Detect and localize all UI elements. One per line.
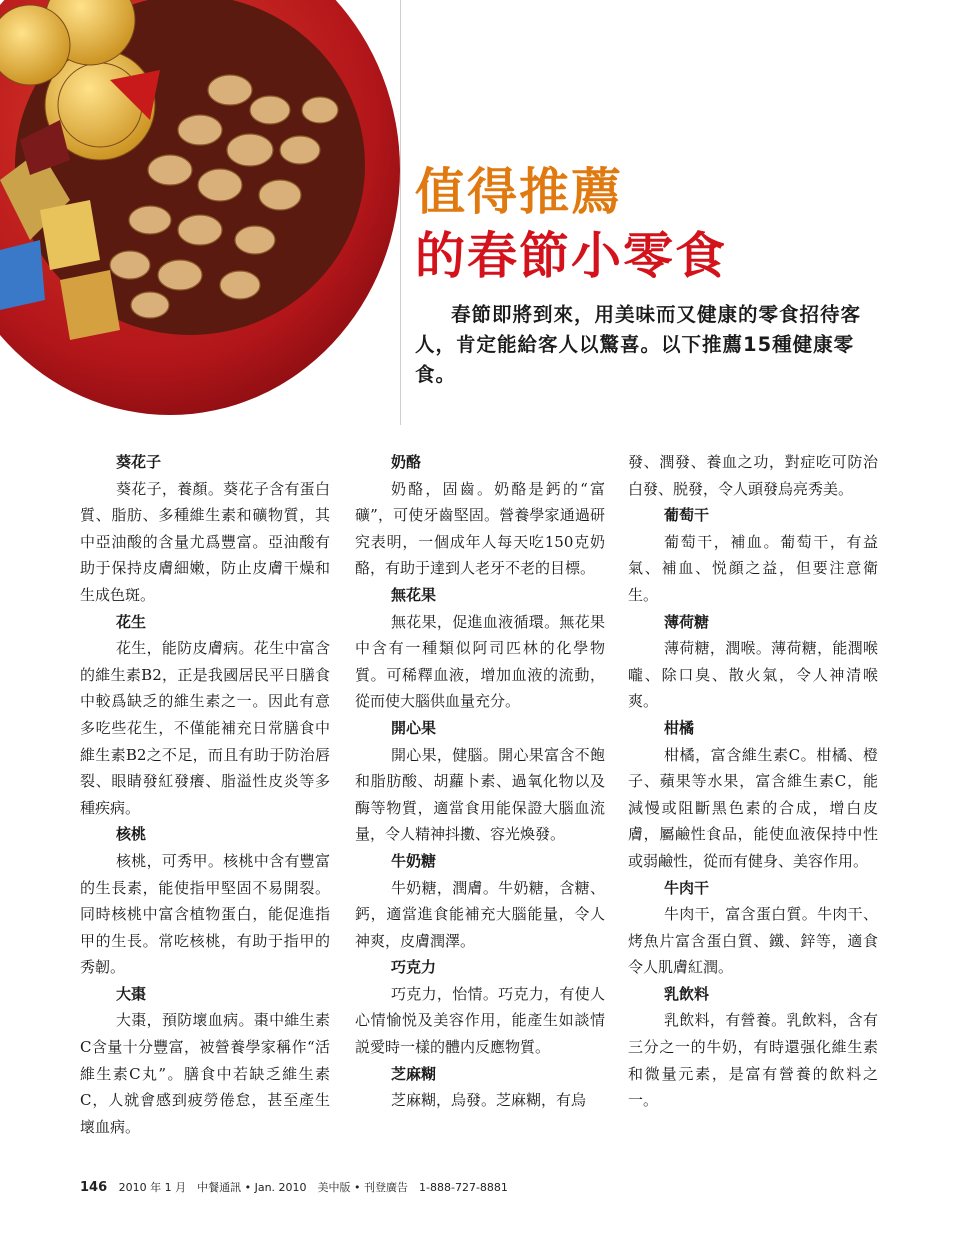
section-heading: 葡萄干 [664,506,710,525]
section-heading: 無花果 [391,585,437,604]
divider [400,0,401,425]
section-heading: 開心果 [391,718,437,737]
footer-text: 2010 年 1 月 中餐通訊 • Jan. 2010 美中版 • 刊登廣告 1-888-727-8881 [118,1181,508,1194]
section-heading: 核桃 [116,825,147,844]
pistachio-tin-photo [0,0,400,425]
section-heading: 奶酪 [391,453,422,471]
column-3 [628,449,878,1114]
section-body: 葵花子，養顏。葵花子含有蛋白質、脂肪、多種維生素和礦物質，其中亞油酸的含量尤爲豐富。亞油酸有助于保持皮膚細嫩，防止皮膚干燥和生成色斑。 [80,479,330,604]
section-body: 巧克力，怡情。巧克力，有使人心情愉悦及美容作用，能產生如談情説愛時一樣的體内反應物質。 [355,984,605,1057]
section-heading: 花生 [116,612,147,631]
page-footer [80,1179,508,1195]
section-heading: 柑橘 [664,718,695,737]
section-body: 花生，能防皮膚病。花生中富含的維生素B2，正是我國居民平日膳食中較爲缺乏的維生素之一。因此有意多吃些花生，不僅能補充日常膳食中維生素B2之不足，而且有助于防治唇裂、眼睛發紅發癢、脂溢性皮炎等多種疾病。 [80,639,330,817]
section-body: 薄荷糖，潤喉。薄荷糖，能潤喉嚨、除口臭、散火氣，令人神清喉爽。 [628,639,878,711]
section-heading: 牛奶糖 [391,851,437,870]
section-body: 芝麻糊，烏發。芝麻糊，有烏 [391,1091,587,1110]
title-line-1: 值得推薦 [415,163,623,221]
article-title [415,160,727,288]
column-2 [355,449,605,1114]
section-body: 葡萄干，補血。葡萄干，有益氣、補血、悦顔之益，但要注意衛生。 [628,532,878,604]
intro-paragraph: 春節即將到來，用美味而又健康的零食招待客人，肯定能給客人以驚喜。以下推薦15種健康零食。 [415,303,862,386]
title-line-2: 的春節小零食 [415,227,727,285]
section-body: 無花果，促進血液循環。無花果中含有一種類似阿司匹林的化學物質。可稀釋血液，增加血液的流動，從而使大腦供血量充分。 [355,612,605,711]
section-heading: 乳飲料 [664,984,710,1003]
section-heading: 牛肉干 [664,878,710,897]
section-body: 大棗，預防壞血病。棗中維生素C含量十分豐富，被營養學家稱作“活維生素C丸”。膳食中若缺乏維生素C，人就會感到疲勞倦怠，甚至產生壞血病。 [80,1011,330,1136]
column-1 [80,449,330,1140]
section-heading: 葵花子 [116,453,162,471]
section-body: 牛奶糖，潤膚。牛奶糖，含糖、鈣，適當進食能補充大腦能量，令人神爽，皮膚潤澤。 [355,878,605,950]
section-heading: 芝麻糊 [391,1064,437,1083]
section-heading: 大棗 [116,984,147,1003]
section-body-continued: 發、潤發、養血之功，對症吃可防治白發、脱發，令人頭發烏亮秀美。 [628,453,878,498]
section-body: 柑橘，富含維生素C。柑橘、橙子、蘋果等水果，富含維生素C，能減慢或阻斷黑色素的合成，增白皮膚，屬鹼性食品，能使血液保持中性或弱鹼性，從而有健身、美容作用。 [628,745,878,870]
section-body: 奶酪，固齒。奶酪是鈣的“富礦”，可使牙齒堅固。營養學家通過研究表明，一個成年人每天吃150克奶酪，有助于達到人老牙不老的目標。 [355,479,605,578]
section-heading: 薄荷糖 [664,612,710,631]
section-body: 核桃，可秀甲。核桃中含有豐富的生長素，能使指甲堅固不易開裂。同時核桃中富含植物蛋白，能促進指甲的生長。常吃核桃，有助于指甲的秀韌。 [80,851,330,977]
section-heading: 巧克力 [391,958,437,977]
section-body: 開心果，健腦。開心果富含不飽和脂肪酸、胡蘿卜素、過氧化物以及酶等物質，適當食用能保證大腦血流量，令人精神抖擻、容光煥發。 [355,745,605,844]
section-body: 乳飲料，有營養。乳飲料，含有三分之一的牛奶，有時還强化維生素和微量元素，是富有營養的飲料之一。 [628,1011,878,1110]
section-body: 牛肉干，富含蛋白質。牛肉干、烤魚片富含蛋白質、鐵、鋅等，適食令人肌膚紅潤。 [628,905,878,977]
page-number: 146 [80,1180,108,1195]
